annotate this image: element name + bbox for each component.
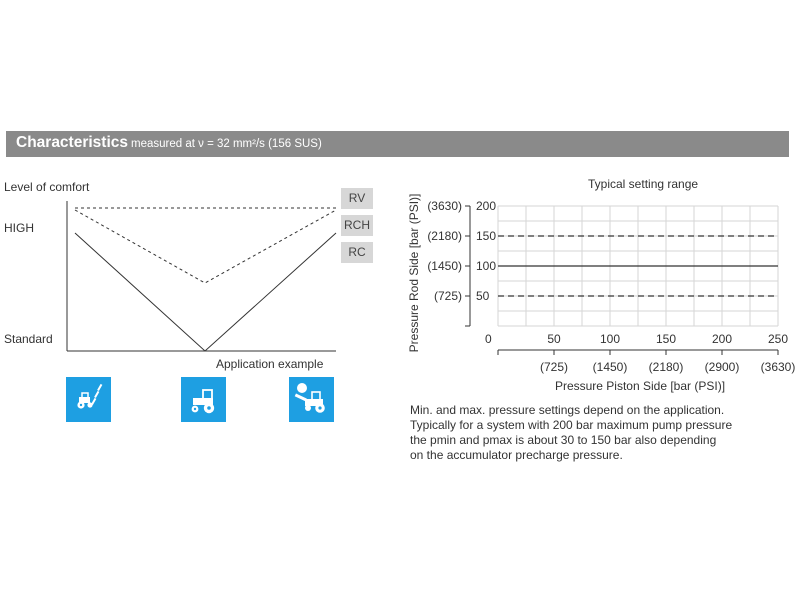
pmin-label: pmin	[430, 433, 457, 447]
x-tick-psi-label: (725)	[539, 360, 569, 374]
y-tick-label: 200	[476, 199, 497, 213]
note-line-4: on the accumulator precharge pressure.	[410, 448, 623, 462]
y-axis-title: Pressure Rod Side [bar (PSI)]	[407, 193, 421, 353]
x-tick-label: 100	[599, 332, 621, 346]
y-tick-psi-label: (3630)	[427, 199, 462, 213]
y-tick-label: 150	[476, 229, 497, 243]
note-line-3: the pmin and pmax is about 30 to 150 bar also depending	[410, 433, 717, 447]
section-title: Characteristics measured at ν = 32 mm²/s (156 SUS)	[16, 134, 322, 151]
pressure-note	[410, 403, 770, 463]
note-line-1: Min. and max. pressure settings depend on the application.	[410, 403, 725, 417]
comfort-axis-title: Level of comfort	[4, 180, 90, 194]
variant-tag-rc: RC	[341, 242, 373, 263]
y-tick-psi-label: (2180)	[427, 229, 462, 243]
x-tick-psi-label: (2900)	[704, 360, 740, 374]
x-tick-label: 0	[485, 332, 492, 346]
variant-tag-rv: RV	[341, 188, 373, 209]
variant-tag-rch: RCH	[341, 215, 373, 236]
x-tick-label: 250	[767, 332, 789, 346]
y-tick-psi-label: (1450)	[427, 259, 462, 273]
comfort-x-axis-title: Application example	[216, 357, 324, 371]
x-tick-psi-label: (3630)	[760, 360, 796, 374]
x-axis-title: Pressure Piston Side [bar (PSI)]	[554, 379, 726, 393]
x-tick-label: 200	[711, 332, 733, 346]
y-tick-label: 100	[476, 259, 497, 273]
x-tick-label: 150	[655, 332, 677, 346]
x-tick-label: 50	[547, 332, 561, 346]
y-tick-psi-label: (725)	[433, 289, 462, 303]
x-tick-psi-label: (2180)	[648, 360, 684, 374]
pmax-label: pmax	[482, 433, 513, 447]
section-subtitle: measured at ν = 32 mm²/s (156 SUS)	[131, 138, 322, 150]
note-line-2: Typically for a system with 200 bar maximum pump pressure	[410, 418, 733, 432]
x-tick-psi-label: (1450)	[592, 360, 628, 374]
y-tick-label: 50	[476, 289, 490, 303]
comfort-standard-label: Standard	[4, 332, 53, 346]
comfort-high-label: HIGH	[4, 221, 34, 235]
pressure-chart-title: Typical setting range	[588, 177, 699, 191]
